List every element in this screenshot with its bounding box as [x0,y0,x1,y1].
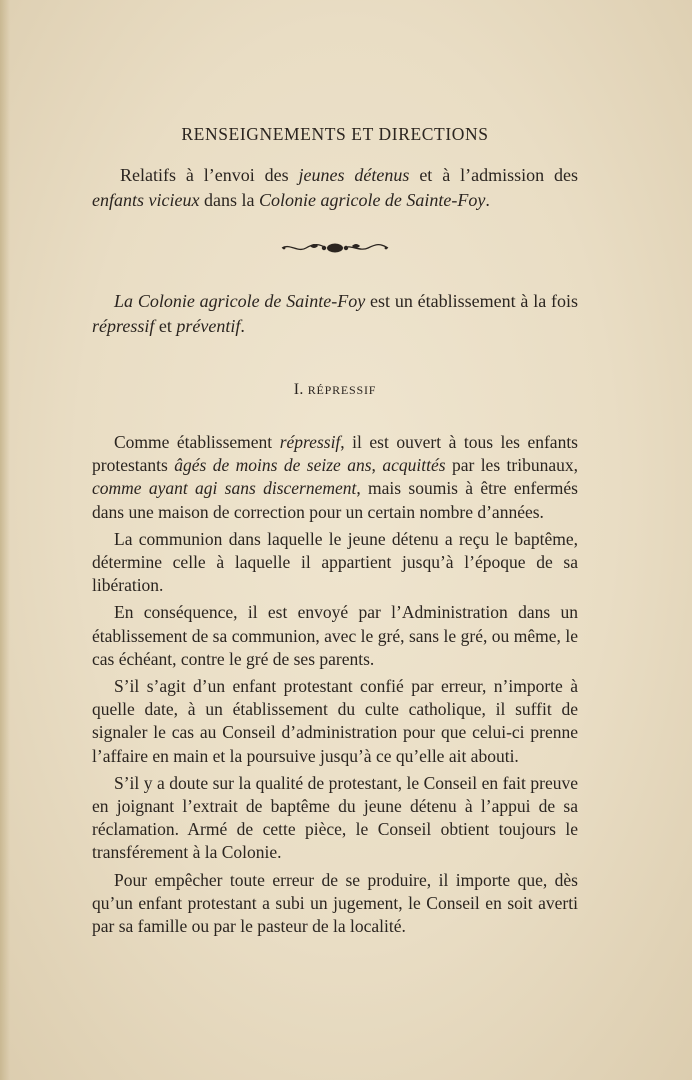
p1-italic-4: comme ayant agi sans discernement [92,478,357,499]
intro-paragraph [92,289,578,339]
section-title-text: RÉPRESSIF [307,383,377,397]
p1-italic-3: acquittés [382,455,446,476]
intro-text-3: . [240,316,245,336]
subheading-italic-1: jeunes détenus [298,165,410,185]
p1-text-2: , il est ouvert à tous les enfants protestants [92,432,578,476]
intro-text-2: et [154,316,177,336]
p1-italic-2: âgés de moins de seize ans [174,455,372,476]
page-heading: RENSEIGNEMENTS ET DIRECTIONS [181,124,489,144]
p1-text-4: par les tribunaux, [445,455,578,476]
subheading-text-4: . [485,190,490,210]
subheading-italic-2: enfants vicieux [92,190,200,210]
intro-italic-3: préventif [176,316,241,336]
p1-italic-1: répressif [279,432,341,452]
page-content [92,124,578,942]
intro-italic-2: répressif [92,316,155,336]
subheading-text-2: et à l’admission des [409,165,578,185]
p1-text-3: , [371,455,383,476]
paragraph-5: S’il y a doute sur la qualité de protestant, le Conseil en fait preuve en joignant l’extrait de baptême du jeune détenu à l’appui de sa réclamation. Armé de cette pièce, le Conseil obtient toujours le transférement à la Colonie. [92,772,578,863]
subheading [92,163,578,213]
fleuron-ornament-icon [92,241,578,255]
p1-text-1: Comme établissement [114,432,280,452]
p1-text-5: , mais soumis à être enfermés dans une maison de correction pour un certain nombre d’années. [92,478,578,522]
paragraph-6: Pour empêcher toute erreur de se produire, il importe que, dès qu’un enfant protestant a subi un jugement, le Conseil en soit averti par sa famille ou par le pasteur de la localité. [92,869,578,937]
intro-text-1: est un établissement à la fois [365,291,579,311]
subheading-text-1: Relatifs à l’envoi des [120,165,299,185]
section-number: I. [293,381,304,398]
paragraph-3: En conséquence, il est envoyé par l’Administration dans un établissement de sa communion, avec le gré, sans le gré, ou même, le cas échéant, contre le gré de ses parents. [92,602,578,669]
subheading-text-3: dans la [199,190,259,210]
subheading-italic-3: Colonie agricole de Sainte-Foy [258,190,486,210]
intro-italic-1: La Colonie agricole de Sainte-Foy [114,291,366,311]
paragraph-4: S’il s’agit d’un enfant protestant confié par erreur, n’importe à quelle date, à un établissement du culte catholique, il suffit de signaler le cas au Conseil d’administration pour que celui-ci prenne l’affaire en main et la poursuive jusqu’à ce qu’elle ait abouti. [92,676,578,766]
paragraph-1 [92,431,578,524]
paragraph-2: La communion dans laquelle le jeune détenu a reçu le baptême, détermine celle à laquelle il appartient jusqu’à l’époque de sa libération. [92,528,578,596]
ornament-svg [280,241,390,255]
section-title [92,381,578,399]
